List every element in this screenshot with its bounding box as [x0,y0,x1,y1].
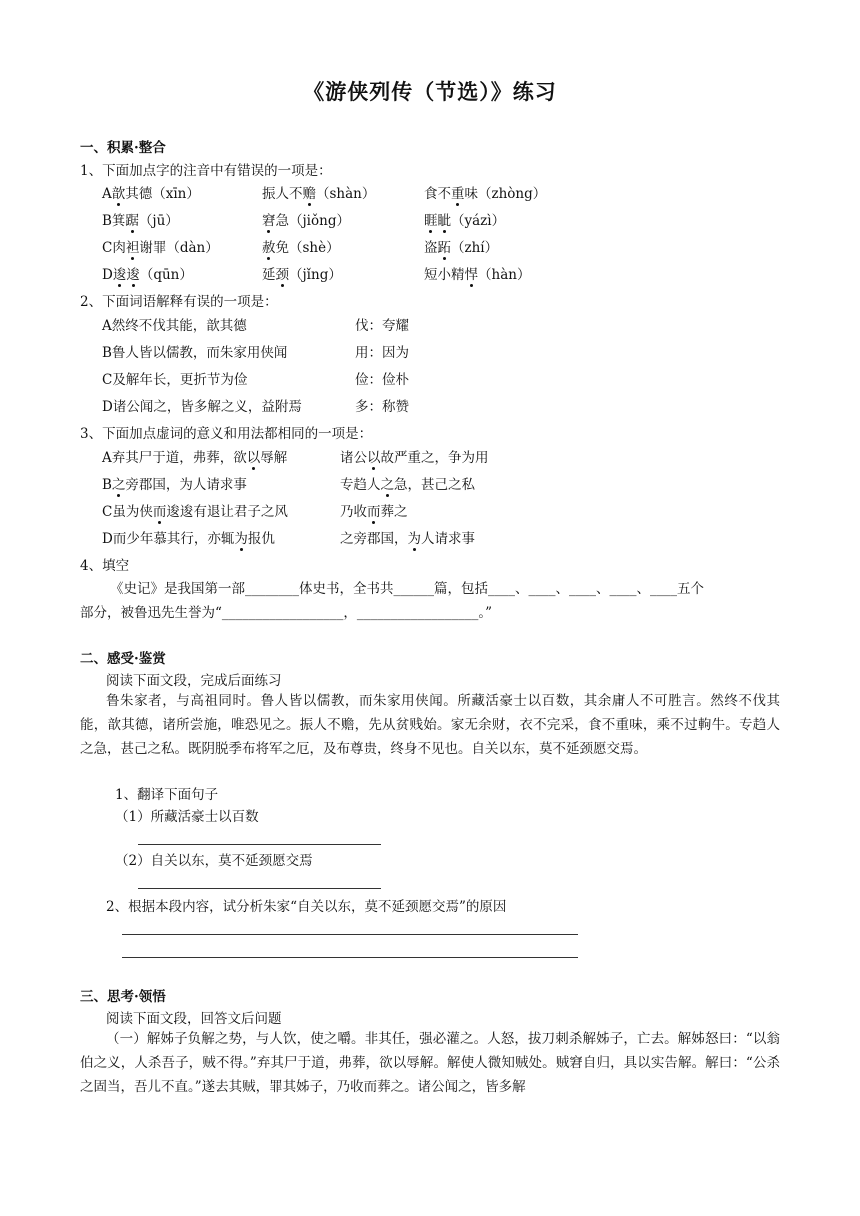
s2-q1-item-2: （2）自关以东，莫不延颈愿交焉 [115,853,313,869]
q1-option-a-3: 食不重味（zhòng） [424,186,547,202]
s2-q1-item-2-answer-line [138,888,381,889]
q3-option-b-1: B之旁郡国，为人请求事 [102,477,247,493]
q1-option-a-2: 振人不赡（shàn） [262,186,376,202]
q1-option-c-2: 赦免（shè） [262,240,340,256]
s2-q1-stem: 1、翻译下面句子 [115,787,219,803]
q2-option-b: B鲁人皆以儒教，而朱家用侠闻 [102,345,288,361]
section-3-heading: 三、思考·领悟 [80,989,166,1005]
s2-q2-answer-line-1 [122,934,578,935]
q3-option-b-2: 专趋人之急，甚己之私 [340,477,475,493]
q1-stem: 1、下面加点字的注音中有错误的一项是： [80,163,332,179]
s2-q2-stem: 2、根据本段内容，试分析朱家“自关以东，莫不延颈愿交焉”的原因 [106,899,507,915]
q1-option-b-2: 窘急（jiǒng） [262,213,350,229]
q1-option-c-1: C肉袒谢罪（dàn） [102,240,219,256]
q2-gloss-b: 用：因为 [355,345,409,361]
section-2-heading: 二、感受·鉴赏 [80,651,166,667]
q1-option-d-2: 延颈（jǐng） [262,267,342,283]
q3-option-c-1: C虽为侠而逡逡有退让君子之风 [102,504,288,520]
q2-gloss-d: 多：称赞 [355,399,409,415]
q1-option-b-1: B箕踞（jū） [102,213,179,229]
q4-fill-line-1: 《史记》是我国第一部________体史书，全书共______篇，包括____、____、____、____、____五个 [110,581,704,597]
q4-stem: 4、填空 [80,558,130,574]
q1-option-d-1: D逡逡（qūn） [102,267,193,283]
q2-stem: 2、下面词语解释有误的一项是： [80,294,278,310]
section-1-heading: 一、积累·整合 [80,140,166,156]
q1-option-c-3: 盗跖（zhí） [424,240,499,256]
q3-option-d-1: D而少年慕其行，亦辄为报仇 [102,531,275,547]
section-3-intro: 阅读下面文段，回答文后问题 [106,1011,282,1027]
q3-option-a-1: A弃其尸于道，弗葬，欲以辱解 [102,450,288,466]
q1-option-a-1: A歆其德（xīn） [102,186,200,202]
q4-fill-line-2: 部分，被鲁迅先生誉为“__________________，__________________。” [80,605,493,621]
q3-option-a-2: 诸公以故严重之，争为用 [340,450,489,466]
q2-gloss-a: 伐：夸耀 [355,318,409,334]
section-2-intro: 阅读下面文段，完成后面练习 [106,673,282,689]
section-2-passage: 鲁朱家者，与高祖同时。鲁人皆以儒教，而朱家用侠闻。所藏活豪士以百数，其余庸人不可胜言。然终不伐其能，歆其德，诸所尝施，唯恐见之。振人不赡，先从贫贱始。家无余财，衣不完采，食不重味，乘不过軥牛。专趋人之急，甚己之私。既阴脱季布将军之厄，及布尊贵，终身不见也。自关以东，莫不延颈愿交焉。 [80,693,780,757]
section-3-passage: （一）解姊子负解之势，与人饮，使之嚼。非其任，强必灌之。人怒，拔刀刺杀解姊子，亡去。解姊怒曰：“以翁伯之义，人杀吾子，贼不得。”弃其尸于道，弗葬，欲以辱解。解使人微知贼处。贼窘自归，具以实告解。解曰：“公杀之固当，吾儿不直。”遂去其贼，罪其姊子，乃收而葬之。诸公闻之，皆多解 [80,1031,780,1095]
q3-option-c-2: 乃收而葬之 [340,504,408,520]
q2-option-a: A然终不伐其能，歆其德 [102,318,247,334]
q1-option-b-3: 睚眦（yázì） [424,213,506,229]
q3-option-d-2: 之旁郡国，为人请求事 [340,531,475,547]
page-title: 《游侠列传（节选）》练习 [303,79,557,104]
s2-q1-item-1-answer-line [138,844,381,845]
q1-option-d-3: 短小精悍（hàn） [424,267,531,283]
s2-q1-item-1: （1）所藏活豪士以百数 [115,809,259,825]
q2-option-c: C及解年长，更折节为俭 [102,372,248,388]
q2-gloss-c: 俭：俭朴 [355,372,409,388]
s2-q2-answer-line-2 [122,957,578,958]
q3-stem: 3、下面加点虚词的意义和用法都相同的一项是： [80,426,373,442]
q2-option-d: D诸公闻之，皆多解之义，益附焉 [102,399,302,415]
